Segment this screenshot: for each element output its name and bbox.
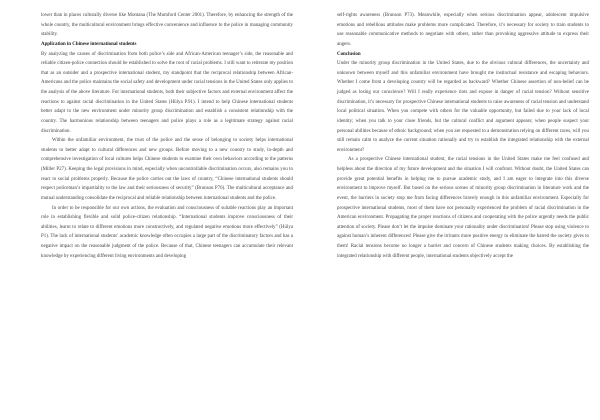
section-heading: Conclusion bbox=[337, 51, 361, 57]
paragraph: By analyzing the causes of discrimination from both police’s side and African-American teenager’s side, the reasonable and reliable citizen-police connection should be established to solve the root of racial problems. I still want to reiterate my position that as an outsider and a prospective international student, my standpoint that the reciprocal relationship between African-Americans and the police maintains the social safety and development under racial tensions in the United States only applies to the analysis of the above literature. For international students, both their subjective factors and external environment affect the reactions to against racial discrimination in the United States (Hülya P.91). I intend to help Chinese international students better adapt to the new environment under minority group discrimination and establish a consistent relationship with the country. The harmonious relationship between teenagers and police plays a role as a legitimate strategy against racial discrimination. bbox=[41, 51, 293, 134]
right-column bbox=[337, 11, 589, 261]
left-column bbox=[41, 11, 293, 261]
paragraph: Within the unfamiliar environment, the trust of the police and the sense of belonging to society helps international students to better adapt to cultural differences and new groups. Before moving to a new country to study, in-depth and comprehensive investigation of local cultures helps Chinese students to examine their own behaviors according to the patterns (Miller P27). Keeping the legal provisions in mind, especially when uncontrollable discrimination occurs, also remains you to react to social problems properly. Because the police carries out the laws of country, “Chinese international students should respect policeman’s impartiality to the law and their seriousness of security” (Brunson P76). The multicultural acceptance and mutual understanding consolidate the reciprocal and reliable relationship between international students and the police. bbox=[41, 138, 293, 201]
paragraph: lower than in places culturally diverse like Montana (The Mumford Center 2001). Therefore, by enhancing the strength of the whole country, the multicultural environment brings effective convenience and influence to the police in managing community stability. bbox=[41, 13, 293, 38]
paragraph: Under the minority group discrimination in the United States, due to the obvious cultural differences, the uncertainty and unknown between myself and this unfamiliar environment have brought me instinctual resistance and escaping behaviors. Whether I come from a developing country will be regarded as backward? Whether Chinese assertion of non-belief can be judged as losing our conscience? Will I really experience riots and expose in danger of racial tension? Without sensitive discrimination, it’s necessary for prospective Chinese international students to raise awareness of racial tension and understand local political situation. When you compete with others for the valuable opportunity, but failed due to your lack of local identity; when you talk to your close friends, but the cultural conflict and argument appears; when people suspect your personal abilities because of ethnic background; when you are requested to a demonstration relying on different races, will you still remain calm to analyze the current situation rationally and try to establish the integrated relationship with the external environment? bbox=[337, 61, 589, 153]
paragraph: self-rights awareness (Brunson P73). Meanwhile, especially when serious discrimination appear, adolescent impulsive emotions and rebellious attitudes make problems more complicated. Therefore, it’s necessary for society to train students to use reasonable communicative methods to negotiate with others, rather than provoking aggressive attitude to express their angers. bbox=[337, 13, 589, 47]
paragraph: As a prospective Chinese international student, the racial tensions in the United States make me feel confused and helpless about the direction of my future development and the situation I will confront. Without doubt, the United States can provide great potential benefits in helping me to pursue academic study, and I am eager to integrate into this diverse environment to improve myself. But based on the serious scenes of minority group discrimination in literature work and the event, the barriers in society stop me from facing differences bravely enough in this unfamiliar environment. Especially for prospective international students, most of them have not personally experienced the problem of racial discrimination in the American environment. Propagating the proper reactions of citizens and cooperating with the police urgently needs the public attention of society. Please don’t let the impulse dominate your rationality under discrimination! Please stop using violence to against human’s inherent differences! Please give the irritants more positive energy to eliminate the hatred the society gives to them! Racial tensions become no longer a barrier and concern of Chinese students making choices. By establishing the integrated relationship with different people, international students objectively accept the bbox=[337, 157, 589, 259]
section-heading: Application in Chinese international students bbox=[41, 41, 137, 47]
paragraph: In order to be responsible for our own actions, the evaluation and consciousness of suitable reactions play an important role in establishing flexible and solid police-citizen relationship. “International students improve consciousness of their abilities, learnt to relate to different emotions more constructively, and regulated negative emotions more effectively” (Hülya P1). The lack of international students’ academic knowledge often occupies a large part of the discriminatory factors and has a negative impact on the reasonable judgment of the police. Because of that, Chinese teenagers can accumulate their relevant knowledge by experiencing different living environments and developing bbox=[41, 205, 293, 259]
